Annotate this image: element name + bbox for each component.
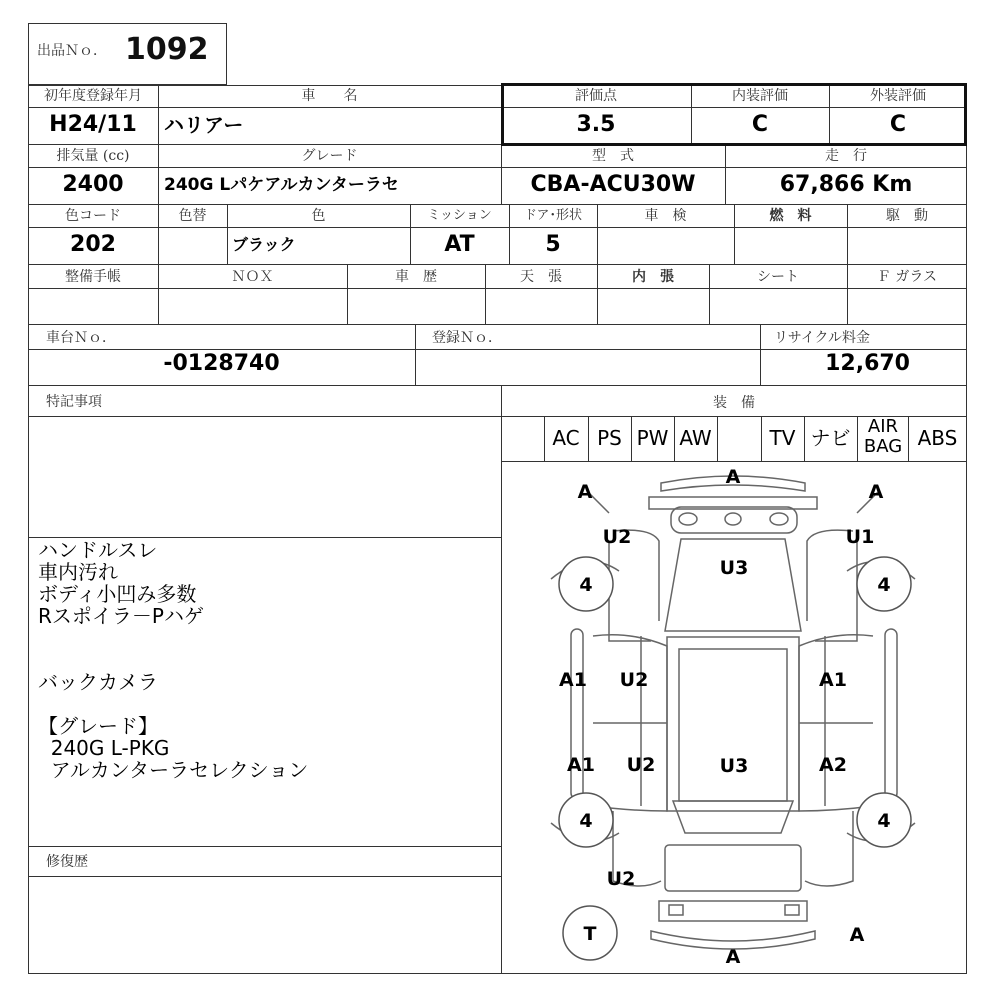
mark-left-pillar: U2 — [602, 526, 632, 548]
mark-tire-rl: 4 — [579, 810, 593, 832]
maintenance-label: 整備手帳 — [65, 269, 121, 285]
mark-tailgate: U2 — [606, 868, 636, 890]
car-name-label: 車 名 — [301, 88, 358, 104]
note-line: Rスポイラ－Pハゲ — [38, 604, 204, 628]
door-value: 5 — [545, 232, 561, 257]
mark-left-rear-door-edge: A1 — [567, 754, 595, 776]
equip-airbag: AIR BAG — [863, 416, 903, 457]
mark-roof: U3 — [719, 755, 749, 777]
color-code-value: 202 — [70, 232, 116, 257]
grade-value: 240G Lパケアルカンターラセ — [164, 175, 399, 195]
lot-number: 1092 — [125, 32, 209, 67]
equip-navi: ナビ — [810, 426, 851, 450]
fuel-label: 燃 料 — [769, 208, 812, 224]
equip-abs: ABS — [917, 426, 958, 450]
mark-windshield: U3 — [719, 557, 749, 579]
notes-label: 特記事項 — [46, 394, 102, 410]
recycle-label: リサイクル料金 — [774, 330, 871, 346]
h-line — [28, 204, 967, 205]
note-line: 240G L-PKG — [38, 736, 170, 760]
h-line — [28, 264, 967, 265]
mark-tire-rr: 4 — [877, 810, 891, 832]
drive-label: 駆 動 — [886, 208, 928, 224]
color-value: ブラック — [232, 235, 296, 254]
color-label: 色 — [311, 208, 326, 224]
mark-tire-fl: 4 — [579, 574, 593, 596]
reg-year-value: H24/11 — [49, 112, 137, 137]
h-line — [28, 167, 967, 168]
car-name-value: ハリアー — [164, 113, 244, 137]
door-label: ドア･形状 — [523, 208, 583, 223]
glass-label: Ｆ ガラス — [876, 269, 938, 285]
mission-value: AT — [444, 232, 475, 257]
nox-label: ＮＯＸ — [231, 269, 274, 285]
mileage-value: 67,866 Km — [779, 172, 913, 197]
recycle-value: 12,670 — [825, 351, 910, 376]
v-line — [760, 324, 761, 385]
interior-label: 内装評価 — [732, 88, 788, 104]
model-value: CBA-ACU30W — [530, 172, 696, 197]
equip-aw: AW — [679, 426, 712, 450]
h-line — [28, 324, 967, 325]
mission-label: ミッション — [427, 208, 492, 223]
v-line — [857, 416, 858, 461]
note-line: バックカメラ — [38, 670, 158, 694]
score-value: 3.5 — [576, 112, 616, 137]
inspection-label: 車 検 — [644, 208, 687, 224]
registration-label: 登録Ｎｏ． — [432, 330, 502, 346]
mark-left-front-door: U2 — [619, 669, 649, 691]
note-line: 車内汚れ — [38, 560, 118, 584]
equip-tv: TV — [769, 426, 796, 450]
equip-ps: PS — [597, 426, 622, 450]
displacement-label: 排気量 (cc) — [56, 148, 130, 164]
notes-body — [38, 539, 498, 781]
h-line — [28, 416, 967, 417]
equip-ac: AC — [552, 426, 580, 450]
mark-front-left-corner: A — [577, 481, 593, 503]
exterior-label: 外装評価 — [870, 88, 926, 104]
displacement-value: 2400 — [62, 172, 124, 197]
equip-pw: PW — [636, 426, 669, 450]
note-line — [38, 693, 498, 715]
equipment-label: 装 備 — [713, 395, 755, 411]
exterior-value: C — [889, 112, 907, 137]
v-line — [415, 324, 416, 385]
mark-spare-tire: T — [583, 923, 597, 945]
mark-left-front-door-edge: A1 — [559, 669, 587, 691]
lot-box — [28, 23, 227, 85]
color-code-label: 色コード — [65, 208, 121, 224]
h-line — [28, 288, 967, 289]
seat-label: シート — [757, 269, 799, 285]
note-line: ハンドルスレ — [38, 538, 158, 562]
repaint-label: 色替 — [178, 208, 207, 224]
note-line: ボディ小凹み多数 — [38, 582, 197, 606]
sunroof-label: 天 張 — [520, 269, 562, 285]
note-line — [38, 627, 498, 649]
score-label: 評価点 — [575, 88, 617, 104]
repair-label: 修復歴 — [46, 854, 88, 870]
mark-right-rear-door: A2 — [819, 754, 847, 776]
h-line — [28, 876, 501, 877]
chassis-value: -0128740 — [163, 351, 280, 376]
reg-year-label: 初年度登録年月 — [44, 88, 142, 104]
lot-label: 出品Ｎｏ． — [37, 43, 107, 59]
mark-right-front-door: A1 — [819, 669, 847, 691]
grade-label: グレード — [301, 148, 358, 164]
note-line: 【グレード】 — [38, 714, 158, 738]
mark-front-bumper: A — [725, 466, 741, 488]
mileage-label: 走 行 — [825, 148, 867, 164]
mark-right-pillar: U1 — [845, 526, 875, 548]
v-line — [717, 416, 718, 461]
h-line — [28, 846, 501, 847]
h-line — [28, 227, 967, 228]
mark-tire-fr: 4 — [877, 574, 891, 596]
note-line — [38, 649, 498, 671]
car-diagram — [501, 461, 967, 974]
mark-left-rear-door: U2 — [626, 754, 656, 776]
chassis-label: 車台Ｎｏ． — [46, 330, 116, 346]
note-line: アルカンターラセレクション — [38, 758, 309, 782]
interior-trim-label: 内 張 — [632, 269, 674, 285]
model-label: 型 式 — [592, 148, 634, 164]
h-line — [28, 385, 967, 386]
interior-value: C — [751, 112, 769, 137]
mark-rear-bumper: A — [725, 946, 741, 968]
mark-rear-right-corner: A — [849, 924, 865, 946]
mark-front-right-corner: A — [868, 481, 884, 503]
history-label: 車 歴 — [395, 269, 437, 285]
